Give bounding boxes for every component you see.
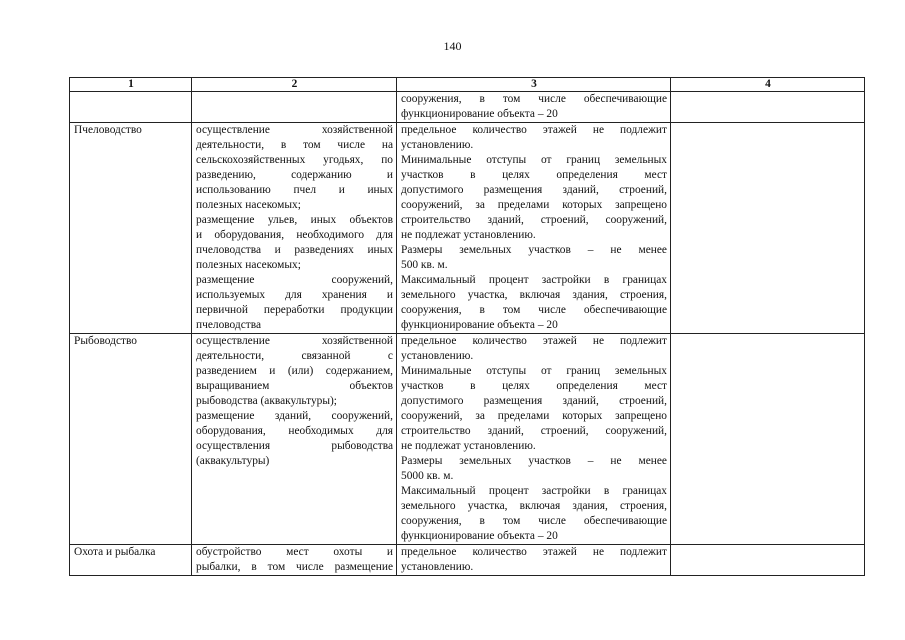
text-line: размещение ульев, иных объектов (196, 214, 393, 226)
parameters-cell (397, 334, 671, 545)
land-use-type-cell: Охота и рыбалка (70, 545, 192, 576)
text-line: пчеловодства и разведениях иных (196, 244, 393, 256)
table-row (70, 545, 865, 576)
text-line: функционирование объекта – 20 (401, 319, 558, 331)
text-line: функционирование объекта – 20 (401, 530, 558, 542)
text-line: Минимальные отступы от границ земельных (401, 365, 667, 377)
table-row (70, 92, 865, 123)
text-line: деятельности, связанной с (196, 350, 393, 362)
table-row (70, 123, 865, 334)
notes-cell (671, 334, 865, 545)
text-line: осуществления рыбоводства (196, 440, 393, 452)
text-line: установлению. (401, 561, 474, 573)
parameters-cell (397, 123, 671, 334)
text-line: 500 кв. м. (401, 259, 448, 271)
notes-cell (671, 92, 865, 123)
text-line: полезных насекомых; (196, 259, 301, 271)
text-line: сельскохозяйственных угодьях, по (196, 154, 393, 166)
text-line: деятельности, в том числе на (196, 139, 393, 151)
text-line: не подлежат установлению. (401, 229, 536, 241)
text-line: предельное количество этажей не подлежит (401, 335, 667, 347)
text-line: Максимальный процент застройки в границах (401, 485, 667, 497)
text-line: 5000 кв. м. (401, 470, 454, 482)
text-line: участков в целях определения мест (401, 380, 667, 392)
text-line: обустройство мест охоты и (196, 546, 393, 558)
text-line: не подлежат установлению. (401, 440, 536, 452)
text-line: установлению. (401, 350, 474, 362)
text-line: рыбалки, в том числе размещение (196, 561, 393, 573)
column-header-4: 4 (671, 78, 865, 92)
text-line: Минимальные отступы от границ земельных (401, 154, 667, 166)
text-line: сооружения, в том числе обеспечивающие (401, 93, 667, 105)
description-cell (192, 545, 397, 576)
text-line: строительство зданий, строений, сооружений, (401, 214, 667, 226)
text-line: пчеловодства (196, 319, 262, 331)
notes-cell (671, 123, 865, 334)
table-row (70, 334, 865, 545)
column-header-2: 2 (192, 78, 397, 92)
text-line: Размеры земельных участков – не менее (401, 244, 667, 256)
text-line: Максимальный процент застройки в границах (401, 274, 667, 286)
text-line: строительство зданий, строений, сооружений, (401, 425, 667, 437)
description-cell (192, 334, 397, 545)
text-line: участков в целях определения мест (401, 169, 667, 181)
text-line: и оборудования, необходимого для (196, 229, 393, 241)
text-line: используемых для хранения и (196, 289, 393, 301)
text-line: земельного участка, включая здания, строения, (401, 289, 667, 301)
text-line: осуществление хозяйственной (196, 335, 393, 347)
text-line: предельное количество этажей не подлежит (401, 546, 667, 558)
column-header-3: 3 (397, 78, 671, 92)
land-use-type-cell: Рыбоводство (70, 334, 192, 545)
notes-cell (671, 545, 865, 576)
description-cell (192, 123, 397, 334)
text-line: полезных насекомых; (196, 199, 301, 211)
zoning-table (69, 77, 865, 576)
column-header-1: 1 (70, 78, 192, 92)
text-line: сооружения, в том числе обеспечивающие (401, 304, 667, 316)
text-line: оборудования, необходимых для (196, 425, 393, 437)
text-line: сооружений, за пределами которых запрещено (401, 410, 667, 422)
text-line: земельного участка, включая здания, строения, (401, 500, 667, 512)
parameters-cell (397, 545, 671, 576)
text-line: выращиванием объектов (196, 380, 393, 392)
land-use-type-cell (70, 92, 192, 123)
land-use-type-cell: Пчеловодство (70, 123, 192, 334)
text-line: разведением и (или) содержанием, (196, 365, 393, 377)
text-line: рыбоводства (аквакультуры); (196, 395, 337, 407)
description-cell (192, 92, 397, 123)
text-line: предельное количество этажей не подлежит (401, 124, 667, 136)
text-line: размещение сооружений, (196, 274, 393, 286)
text-line: использованию пчел и иных (196, 184, 393, 196)
text-line: разведению, содержанию и (196, 169, 393, 181)
text-line: размещение зданий, сооружений, (196, 410, 393, 422)
text-line: Размеры земельных участков – не менее (401, 455, 667, 467)
text-line: допустимого размещения зданий, строений, (401, 184, 667, 196)
text-line: сооружений, за пределами которых запрещено (401, 199, 667, 211)
text-line: установлению. (401, 139, 474, 151)
text-line: первичной переработки продукции (196, 304, 393, 316)
header-row (70, 78, 865, 92)
text-line: (аквакультуры) (196, 455, 270, 467)
text-line: функционирование объекта – 20 (401, 108, 558, 120)
text-line: сооружения, в том числе обеспечивающие (401, 515, 667, 527)
parameters-cell (397, 92, 671, 123)
text-line: осуществление хозяйственной (196, 124, 393, 136)
page-number: 140 (443, 39, 462, 53)
text-line: допустимого размещения зданий, строений, (401, 395, 667, 407)
